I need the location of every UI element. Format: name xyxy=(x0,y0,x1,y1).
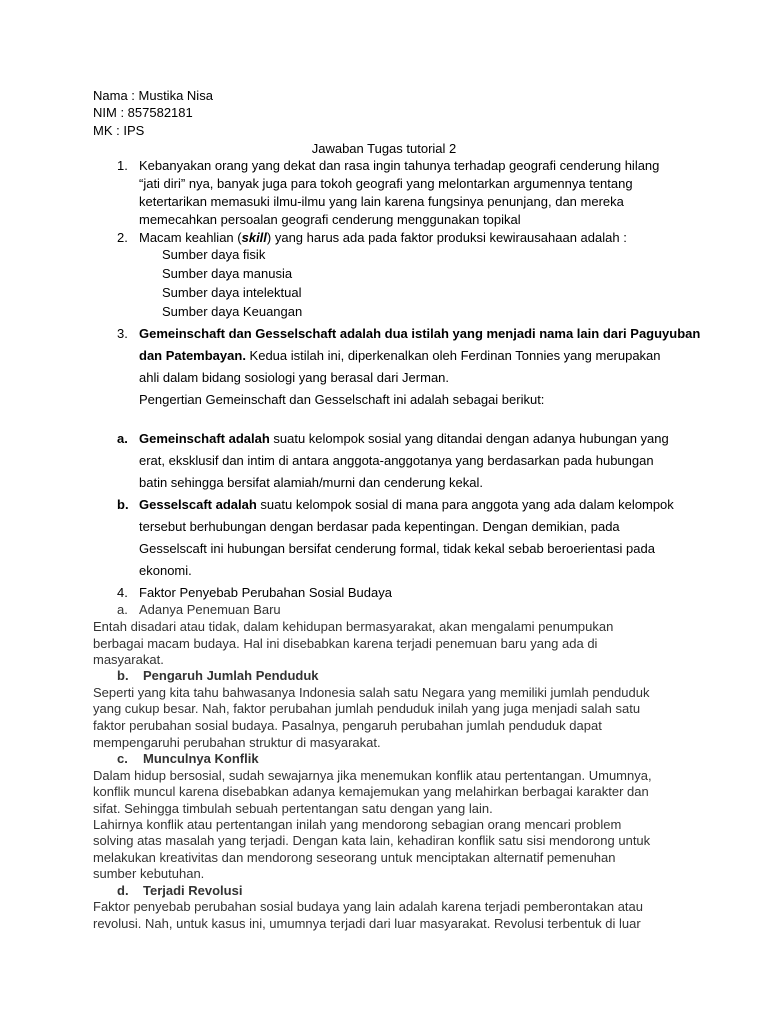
q4a-title: Adanya Penemuan Baru xyxy=(139,602,281,617)
q4c-title: Munculnya Konflik xyxy=(143,751,259,766)
q4b-line: Seperti yang kita tahu bahwasanya Indonesia salah satu Negara yang memiliki jumlah penduduk xyxy=(93,685,650,700)
q3-text: Kedua istilah ini, diperkenalkan oleh Ferdinan Tonnies yang merupakan xyxy=(245,348,661,363)
q2-skill-term: skill xyxy=(241,230,267,245)
q3b-line: ekonomi. xyxy=(139,563,192,578)
q2-question xyxy=(139,229,627,246)
q3b-text: suatu kelompok sosial di mana para anggota yang ada dalam kelompok xyxy=(256,497,674,512)
q3a-text: suatu kelompok sosial yang ditandai dengan adanya hubungan yang xyxy=(269,431,669,446)
q3a-line: erat, eksklusif dan intim di antara anggota-anggotanya yang berdasarkan pada hubungan xyxy=(139,453,654,468)
q4b-line: yang cukup besar. Nah, faktor perubahan jumlah penduduk inilah yang juga menjadi salah satu xyxy=(93,701,641,716)
q2-item: Sumber daya intelektual xyxy=(162,285,302,300)
q3a-line: batin sehingga bersifat alamiah/murni dan cenderung kekal. xyxy=(139,475,483,490)
q1-line: memecahkan persoalan geografi cenderung menggunakan topikal xyxy=(139,212,521,227)
q4b-line: faktor perubahan sosial budaya. Pasalnya, pengaruh perubahan jumlah penduduk dapat xyxy=(93,718,602,733)
q4c-line: sumber kebutuhan. xyxy=(93,866,205,881)
q3-line: ahli dalam bidang sosiologi yang berasal dari Jerman. xyxy=(139,370,450,385)
q3b-line: tersebut berhubungan dengan berdasar pada kepentingan. Dengan demikian, pada xyxy=(139,519,620,534)
q1-line: “jati diri” nya, banyak juga para tokoh geografi yang melontarkan argumennya tentang xyxy=(139,176,633,191)
q4b-label: b. xyxy=(117,668,129,683)
q2-item: Sumber daya Keuangan xyxy=(162,304,303,319)
student-name: Nama : Mustika Nisa xyxy=(93,88,213,103)
q1-line: Kebanyakan orang yang dekat dan rasa ingin tahunya terhadap geografi cenderung hilang xyxy=(139,158,660,173)
q3-number: 3. xyxy=(117,326,128,341)
q4-heading: Faktor Penyebab Perubahan Sosial Budaya xyxy=(139,585,392,600)
course-code: MK : IPS xyxy=(93,123,145,138)
q2-item: Sumber daya fisik xyxy=(162,247,266,262)
q4c-line: sifat. Sehingga timbulah sebuah pertentangan satu dengan yang lain. xyxy=(93,801,493,816)
q2-text-after: ) yang harus ada pada faktor produksi kewirausahaan adalah : xyxy=(266,230,627,245)
q4c-line: Dalam hidup bersosial, sudah sewajarnya jika menemukan konflik atau pertentangan. Umumnya, xyxy=(93,768,652,783)
q3-line: Gemeinschaft dan Gesselschaft adalah dua istilah yang menjadi nama lain dari Paguyuban xyxy=(139,326,701,341)
q3a-line xyxy=(139,430,669,447)
q4-number: 4. xyxy=(117,585,128,600)
q4d-line: Faktor penyebab perubahan sosial budaya yang lain adalah karena terjadi pemberontakan atau xyxy=(93,899,643,914)
q2-number: 2. xyxy=(117,230,128,245)
q4b-title: Pengaruh Jumlah Penduduk xyxy=(143,668,319,683)
q2-item: Sumber daya manusia xyxy=(162,266,293,281)
q4d-line: revolusi. Nah, untuk kasus ini, umumnya terjadi dari luar masyarakat. Revolusi terbentuk di luar xyxy=(93,916,641,931)
q4d-label: d. xyxy=(117,883,129,898)
q4b-line: mempengaruhi perubahan struktur di masyarakat. xyxy=(93,735,381,750)
q3-bold-term: dan Patembayan. xyxy=(139,348,246,363)
q4c-line: Lahirnya konflik atau pertentangan inilah yang mendorong sebagian orang mencari problem xyxy=(93,817,622,832)
q3b-line: Gesselscaft ini hubungan bersifat cenderung formal, tidak kekal sebab beroerientasi pada xyxy=(139,541,655,556)
q3a-label: a. xyxy=(117,431,128,446)
q4a-line: berbagai macam budaya. Hal ini disebabkan karena terjadi penemuan baru yang ada di xyxy=(93,636,598,651)
q4a-line: masyarakat. xyxy=(93,652,164,667)
q4a-label: a. xyxy=(117,602,128,617)
q1-line: ketertarikan memasuki ilmu-ilmu yang lain karena fungsinya penunjang, dan mereka xyxy=(139,194,624,209)
q3b-term: Gesselscaft adalah xyxy=(139,497,257,512)
q4c-line: melakukan kreativitas dan mendorong seseorang untuk menciptakan alternatif pemenuhan xyxy=(93,850,616,865)
q3-line: Pengertian Gemeinschaft dan Gesselschaft ini adalah sebagai berikut: xyxy=(139,392,545,407)
q4a-line: Entah disadari atau tidak, dalam kehidupan bermasyarakat, akan mengalami penumpukan xyxy=(93,619,614,634)
q3b-line xyxy=(139,496,674,513)
q4c-line: konflik muncul karena disebabkan adanya kemajemukan yang melahirkan berbagai karakter dan xyxy=(93,784,649,799)
q4c-label: c. xyxy=(117,751,128,766)
q1-number: 1. xyxy=(117,158,128,173)
document-title: Jawaban Tugas tutorial 2 xyxy=(311,141,457,156)
q3a-term: Gemeinschaft adalah xyxy=(139,431,270,446)
q2-text-before: Macam keahlian ( xyxy=(139,230,242,245)
q4d-title: Terjadi Revolusi xyxy=(143,883,243,898)
student-nim: NIM : 857582181 xyxy=(93,105,193,120)
q3-line xyxy=(139,347,661,364)
q4c-line: solving atas masalah yang terjadi. Dengan kata lain, kehadiran konflik satu sisi mendorong untuk xyxy=(93,833,651,848)
q3b-label: b. xyxy=(117,497,129,512)
